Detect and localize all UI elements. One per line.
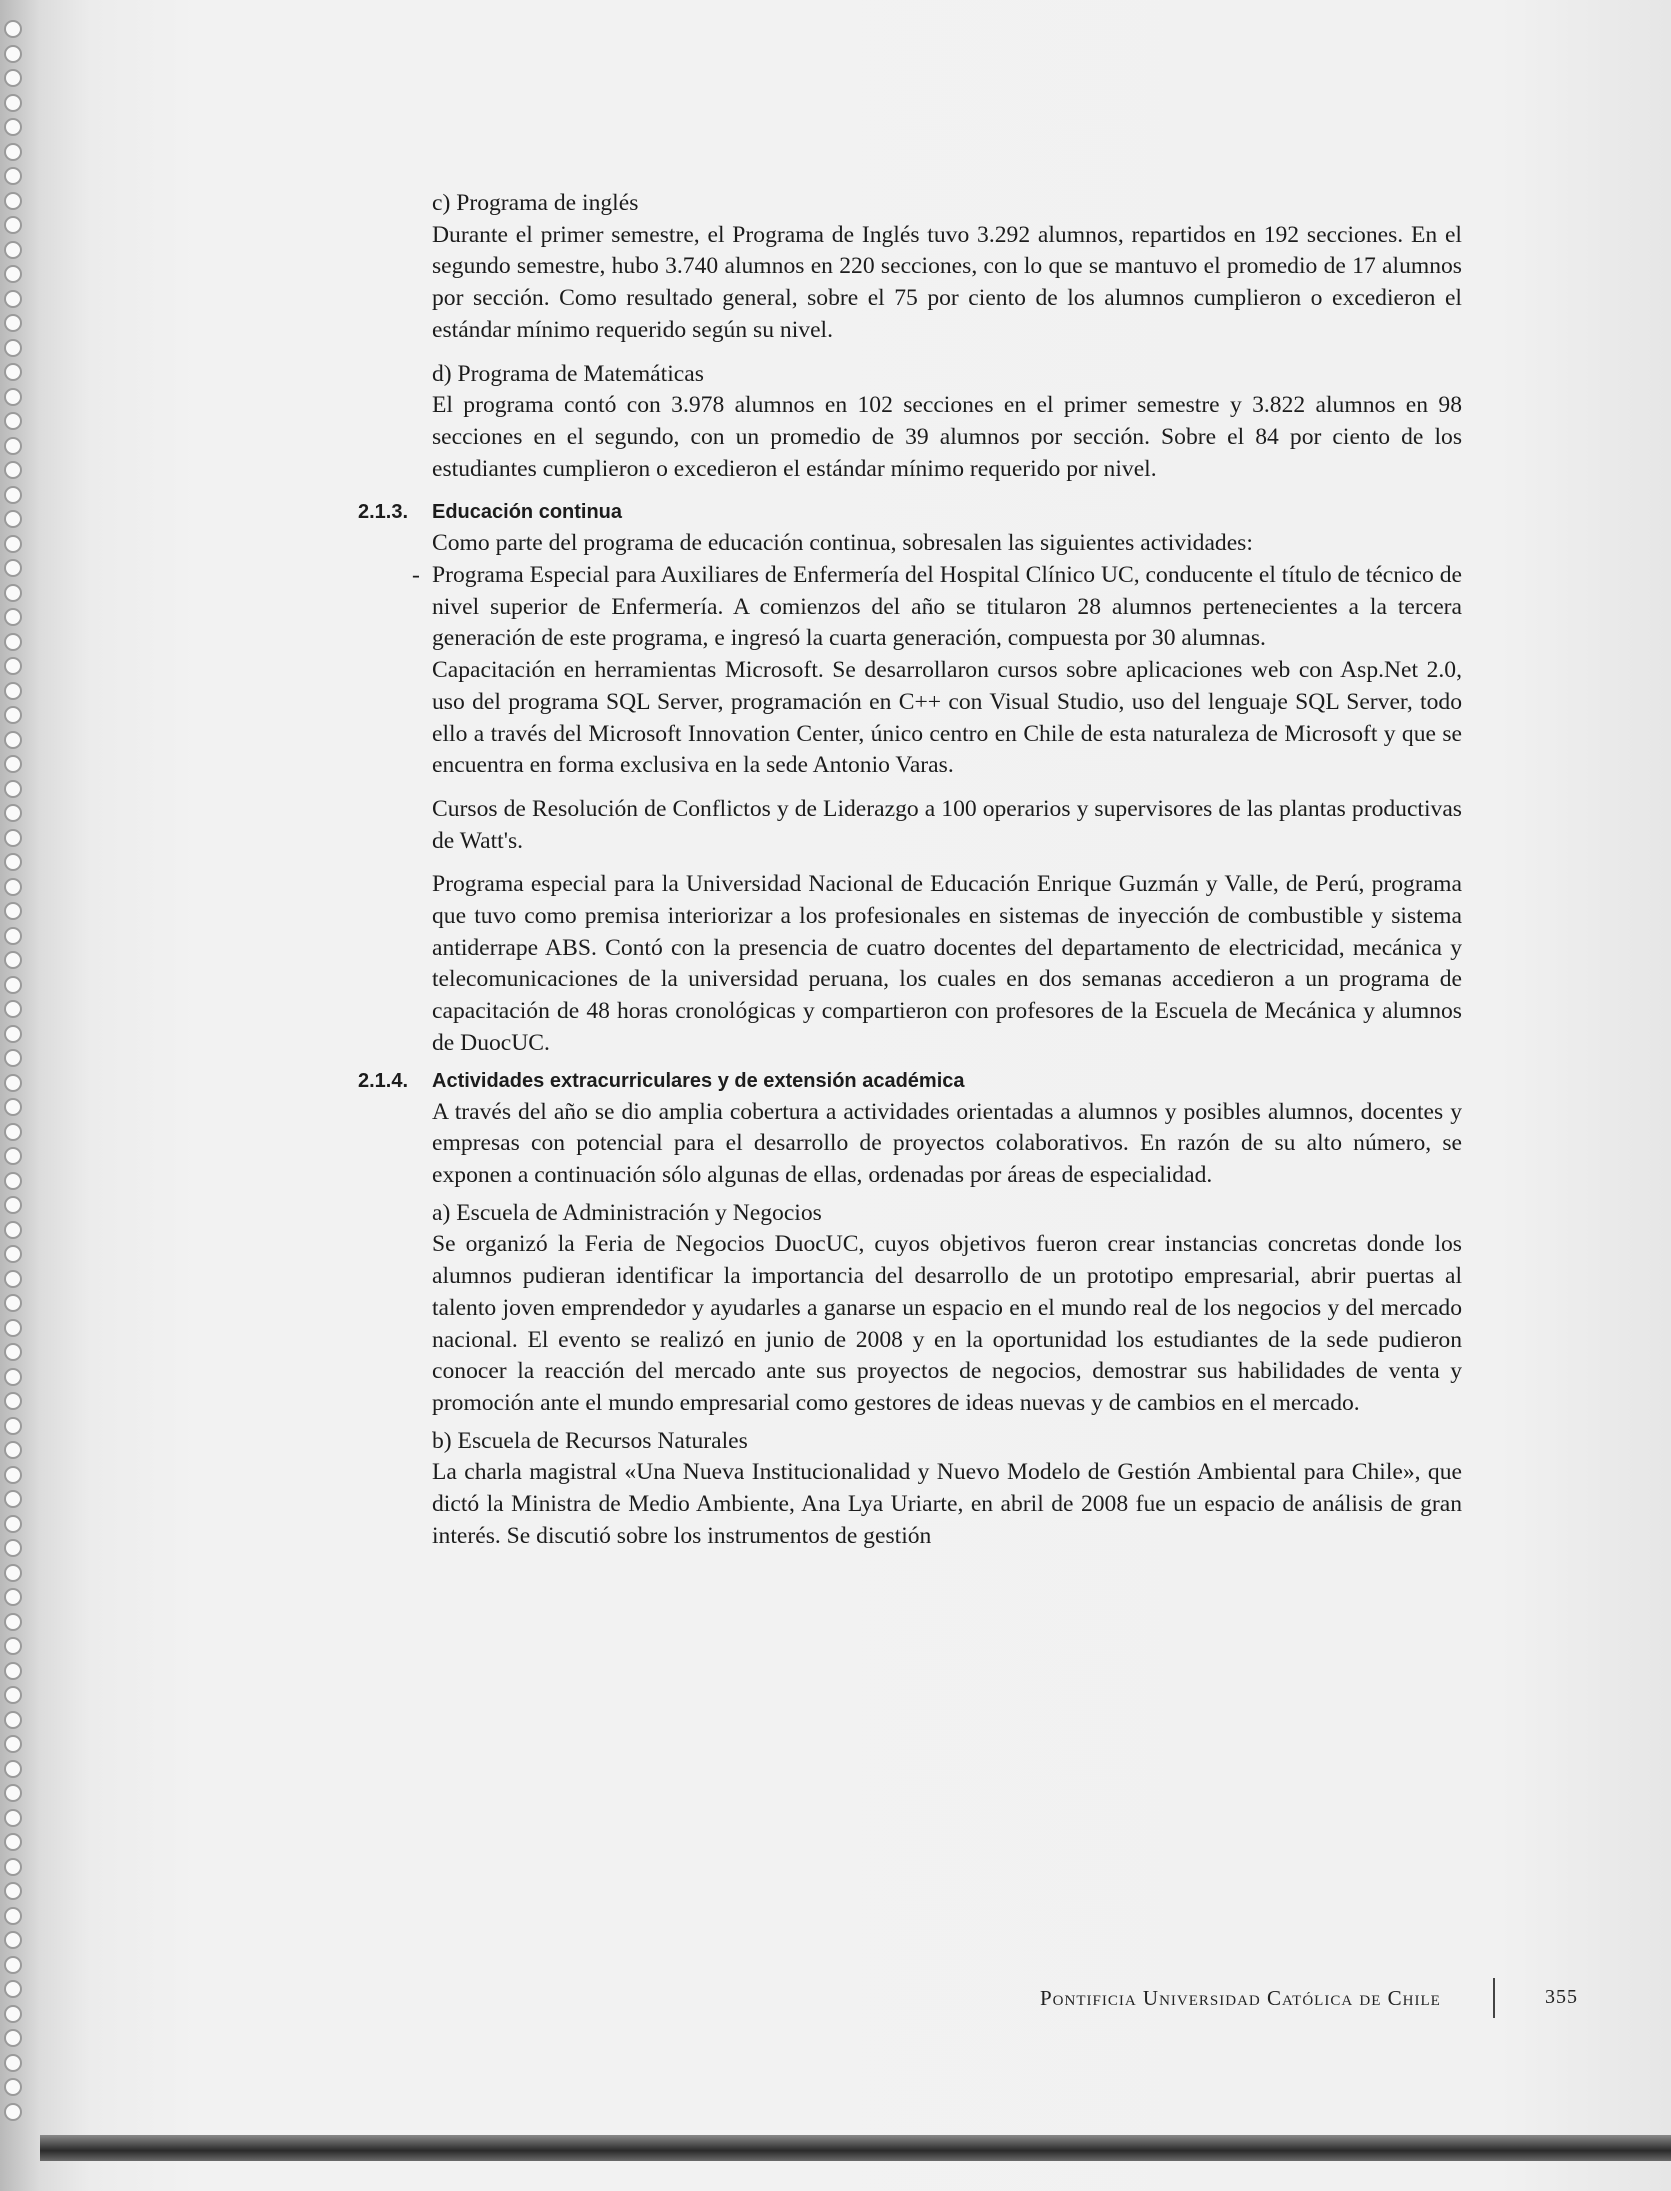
binding-hole xyxy=(4,755,22,773)
binding-hole xyxy=(4,1760,22,1778)
heading-extracurriculares xyxy=(358,1066,1462,1097)
binding-hole xyxy=(4,1539,22,1557)
binding-hole xyxy=(4,1270,22,1288)
binding-hole xyxy=(4,1931,22,1949)
binding-hole xyxy=(4,559,22,577)
binding-hole xyxy=(4,1245,22,1263)
binding-hole xyxy=(4,1711,22,1729)
binding-hole xyxy=(4,1098,22,1116)
binding-hole xyxy=(4,265,22,283)
binding-hole xyxy=(4,1294,22,1312)
section-title-matematicas: d) Programa de Matemáticas xyxy=(432,360,704,387)
paragraph-administracion: Se organizó la Feria de Negocios DuocUC, cuyos objetivos fueron crear instancias concretas donde los alumnos pudieran identificar la importancia del desarrollo de un prototipo empresarial, abrir puertas al talento joven emprendedor y ayudarles a ganarse un espacio en el mundo real de los negocios y del mercado nacional. El evento se realizó en junio de 2008 y en la oportunidad los estudiantes de la sede pudieron conocer la reacción del mercado ante sus proyectos de negocios, demostrar sus habilidades de venta y promoción ante el mundo empresarial como gestores de ideas nuevas y de cambios en el mercado. xyxy=(432,1231,1462,1416)
binding-hole xyxy=(4,314,22,332)
binding-hole xyxy=(4,1735,22,1753)
binding-hole xyxy=(4,1882,22,1900)
heading-number: 2.1.4. xyxy=(358,1069,409,1092)
binding-hole xyxy=(4,2103,22,2121)
binding-hole xyxy=(4,1613,22,1631)
binding-hole xyxy=(4,290,22,308)
binding-hole xyxy=(4,780,22,798)
binding-hole xyxy=(4,1000,22,1018)
list-item-text: Programa Especial para Auxiliares de Enfermería del Hospital Clínico UC, conducente el título de técnico de nivel superior de Enfermería. A comienzos del año se titularon 28 alumnos pertenecientes a la tercera generación de este programa, e ingresó la cuarta generación, compuesta por 30 alumnas. xyxy=(432,562,1462,652)
binding-hole xyxy=(4,510,22,528)
list-dash: - xyxy=(412,562,420,589)
binding-hole xyxy=(4,363,22,381)
binding-hole xyxy=(4,1441,22,1459)
binding-hole xyxy=(4,1980,22,1998)
list-item: Cursos de Resolución de Conflictos y de Liderazgo a 100 operarios y supervisores de las plantas productivas de Watt's. xyxy=(432,795,1462,854)
paragraph-educacion-intro: Como parte del programa de educación continua, sobresalen las siguientes actividades: xyxy=(432,530,1253,557)
binding-hole xyxy=(4,829,22,847)
binding-hole xyxy=(4,143,22,161)
binding-hole xyxy=(4,853,22,871)
binding-hole xyxy=(4,657,22,675)
binding-hole xyxy=(4,1147,22,1165)
binding-hole xyxy=(4,461,22,479)
heading-educacion-continua xyxy=(358,497,1462,528)
binding-hole xyxy=(4,1858,22,1876)
binding-hole xyxy=(4,192,22,210)
heading-number: 2.1.3. xyxy=(358,501,409,524)
binding-hole xyxy=(4,731,22,749)
binding-hole xyxy=(4,1833,22,1851)
binding-hole xyxy=(4,1490,22,1508)
binding-hole xyxy=(4,1074,22,1092)
binding-hole xyxy=(4,1392,22,1410)
page-footer xyxy=(1040,1986,1578,2011)
binding-hole xyxy=(4,878,22,896)
list-item: Capacitación en herramientas Microsoft. Se desarrollaron cursos sobre aplicaciones web con Asp.Net 2.0, uso del programa SQL Server, programación en C++ con Visual Studio, uso del lenguaje SQL Server, todo ello a través del Microsoft Innovation Center, único centro en Chile de esta naturaleza de Microsoft y que se encuentra en forma exclusiva en la sede Antonio Varas. xyxy=(432,657,1462,779)
binding-hole xyxy=(4,94,22,112)
binding-hole xyxy=(4,633,22,651)
binding-hole xyxy=(4,1907,22,1925)
footer-divider xyxy=(1493,1978,1495,2018)
binding-hole xyxy=(4,1564,22,1582)
binding-hole xyxy=(4,45,22,63)
binding-hole xyxy=(4,1221,22,1239)
binding-hole xyxy=(4,1956,22,1974)
binding-hole xyxy=(4,2054,22,2072)
binding-hole xyxy=(4,486,22,504)
binding-hole xyxy=(4,1025,22,1043)
section-title-ingles: c) Programa de inglés xyxy=(432,190,639,216)
binding-hole xyxy=(4,437,22,455)
binding-hole xyxy=(4,1343,22,1361)
binding-hole xyxy=(4,20,22,38)
paragraph-extracurriculares-intro: A través del año se dio amplia cobertura a actividades orientadas a alumnos y posibles alumnos, docentes y empresas con potencial para el desarrollo de proyectos colaborativos. En razón de su alto número, se exponen a continuación sólo algunas de ellas, ordenadas por áreas de especialidad. xyxy=(432,1098,1462,1188)
spiral-binding xyxy=(0,20,40,2120)
binding-hole xyxy=(4,1466,22,1484)
heading-text: Educación continua xyxy=(432,501,623,524)
binding-hole xyxy=(4,1172,22,1190)
binding-hole xyxy=(4,1196,22,1214)
binding-hole xyxy=(4,2078,22,2096)
binding-hole xyxy=(4,535,22,553)
section-title-administracion: a) Escuela de Administración y Negocios xyxy=(432,1199,822,1226)
binding-hole xyxy=(4,1368,22,1386)
binding-hole xyxy=(4,608,22,626)
paragraph-recursos: La charla magistral «Una Nueva Institucionalidad y Nuevo Modelo de Gestión Ambiental para Chile», que dictó la Ministra de Medio Ambiente, Ana Lya Uriarte, en abril de 2008 fue un espacio de análisis de gran interés. Se discutió sobre los instrumentos de gestión xyxy=(432,1459,1462,1549)
binding-hole xyxy=(4,1319,22,1337)
binding-hole xyxy=(4,167,22,185)
binding-hole xyxy=(4,1123,22,1141)
section-title-recursos: b) Escuela de Recursos Naturales xyxy=(432,1427,748,1454)
binding-hole xyxy=(4,216,22,234)
binding-hole xyxy=(4,412,22,430)
list-item xyxy=(412,560,1462,655)
page-edge-shadow xyxy=(40,2135,1671,2161)
binding-hole xyxy=(4,1784,22,1802)
binding-hole xyxy=(4,388,22,406)
page-number: 355 xyxy=(1545,1986,1578,2008)
binding-hole xyxy=(4,1515,22,1533)
binding-hole xyxy=(4,241,22,259)
binding-hole xyxy=(4,951,22,969)
binding-hole xyxy=(4,1686,22,1704)
binding-hole xyxy=(4,1637,22,1655)
binding-hole xyxy=(4,339,22,357)
binding-hole xyxy=(4,69,22,87)
binding-hole xyxy=(4,118,22,136)
binding-hole xyxy=(4,1809,22,1827)
footer-institution: Pontificia Universidad Católica de Chile xyxy=(1040,1986,1441,2010)
paragraph-matematicas: El programa contó con 3.978 alumnos en 102 secciones en el primer semestre y 3.822 alumnos en 98 secciones en el segundo, con un promedio de 39 alumnos por sección. Sobre el 84 por ciento de los estudiantes cumplieron o excedieron el estándar mínimo requerido por nivel. xyxy=(432,392,1462,482)
binding-hole xyxy=(4,682,22,700)
binding-hole xyxy=(4,1417,22,1435)
binding-hole xyxy=(4,927,22,945)
list-item: Programa especial para la Universidad Nacional de Educación Enrique Guzmán y Valle, de Perú, programa que tuvo como premisa interiorizar a los profesionales en sistemas de inyección de combustible y sistema antiderrape ABS. Contó con la presencia de cuatro docentes del departamento de electricidad, mecánica y telecomunicaciones de la universidad peruana, los cuales en dos semanas accedieron a un programa de capacitación de 48 horas cronológicas y compartieron con profesores de la Escuela de Mecánica y alumnos de DuocUC. xyxy=(432,871,1462,1056)
binding-hole xyxy=(4,1662,22,1680)
page-content xyxy=(358,188,1462,1552)
paragraph-ingles: Durante el primer semestre, el Programa de Inglés tuvo 3.292 alumnos, repartidos en 192 secciones. En el segundo semestre, hubo 3.740 alumnos en 220 secciones, con lo que se mantuvo el promedio de 17 alumnos por sección. Como resultado general, sobre el 75 por ciento de los alumnos cumplieron o excedieron el estándar mínimo requerido según su nivel. xyxy=(432,221,1462,343)
binding-hole xyxy=(4,1049,22,1067)
binding-hole xyxy=(4,1588,22,1606)
binding-hole xyxy=(4,902,22,920)
binding-hole xyxy=(4,706,22,724)
binding-hole xyxy=(4,584,22,602)
binding-hole xyxy=(4,976,22,994)
heading-text: Actividades extracurriculares y de extensión académica xyxy=(432,1069,965,1092)
binding-hole xyxy=(4,804,22,822)
binding-hole xyxy=(4,2029,22,2047)
binding-hole xyxy=(4,2005,22,2023)
